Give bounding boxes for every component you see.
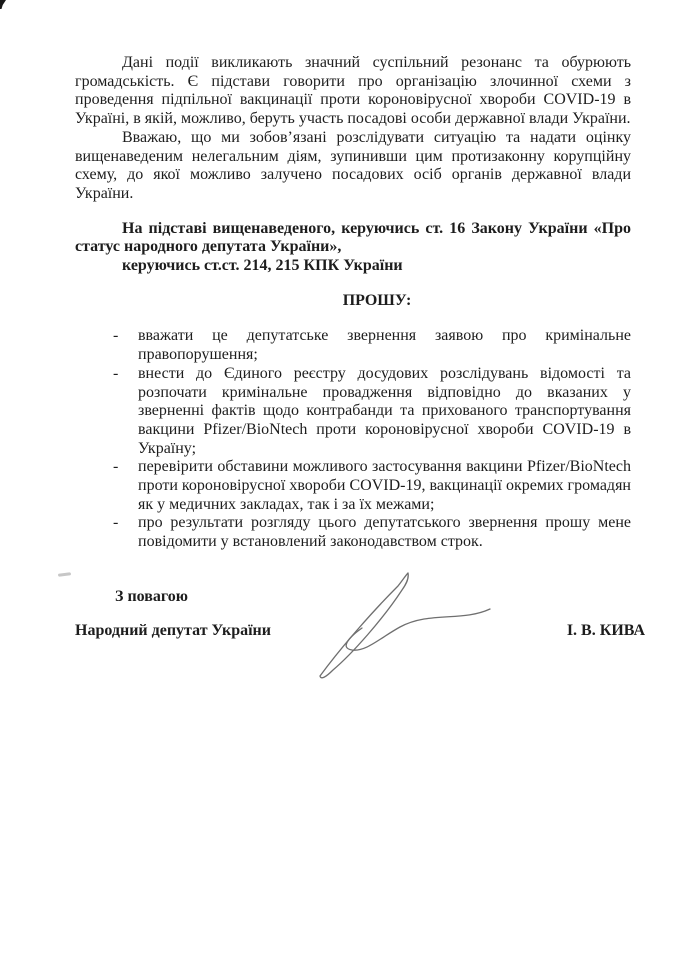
signature-image xyxy=(290,570,500,682)
legal-basis-line-1: На підставі вищенаведеного, керуючись ст. 16 Закону України «Про статус народного депутата України», xyxy=(75,219,631,256)
list-item xyxy=(75,458,631,514)
list-item xyxy=(75,514,631,551)
dash-marker: - xyxy=(113,458,119,476)
list-item-text: внести до Єдиного реєстру досудових розслідувань відомості та розпочати кримінальне провадження відповідно до вказаних у зверненні фактів щодо контрабанди та прихованого транспортування вакцини Pfizer/BioNtech проти короновірусної хвороби COVID-19 в Україну; xyxy=(138,364,631,457)
dash-marker: - xyxy=(113,327,119,345)
closing-salutation: З повагою xyxy=(115,587,188,605)
list-item-text: перевірити обставини можливого застосування вакцини Pfizer/BioNtech проти короновірусної хвороби COVID-19, вакцинації окремих громадян як у медичних закладах, так і за їх межами; xyxy=(138,458,631,513)
legal-basis-line-2: керуючись ст.ст. 214, 215 КПК України xyxy=(122,257,403,275)
dash-marker: - xyxy=(113,364,119,382)
list-item-text: вважати це депутатське звернення заявою про кримінальне правопорушення; xyxy=(138,327,631,364)
request-list xyxy=(75,327,631,551)
scan-artifact-edge xyxy=(58,572,71,577)
letter-body xyxy=(75,54,645,640)
paragraph-obligation: Вважаю, що ми зобов’язані розслідувати ситуацію та надати оцінку вищенаведеним нелегальним діям, зупинивши цим протизаконну корупційну схему, до якої можливо залучено посадових осіб органів державної влади України. xyxy=(75,128,631,202)
signer-name: І. В. КИВА xyxy=(566,621,645,639)
paragraph-public-resonance: Дані події викликають значний суспільний резонанс та обурюють громадськість. Є підстави говорити про організацію злочинної схеми з проведення підпільної вакцинації проти короновірусної хвороби COVID-19 в Україні, в якій, можливо, беруть участь посадові особи державної влади України. xyxy=(75,54,631,128)
scan-artifact-corner xyxy=(0,0,6,9)
list-item xyxy=(75,365,631,459)
signature-row xyxy=(75,621,645,641)
list-item xyxy=(75,327,631,364)
request-heading: ПРОШУ: xyxy=(342,291,412,309)
list-item-text: про результати розгляду цього депутатського звернення прошу мене повідомити у встановлений законодавством строк. xyxy=(138,514,631,551)
dash-marker: - xyxy=(113,514,119,532)
signer-title: Народний депутат України xyxy=(75,621,271,639)
